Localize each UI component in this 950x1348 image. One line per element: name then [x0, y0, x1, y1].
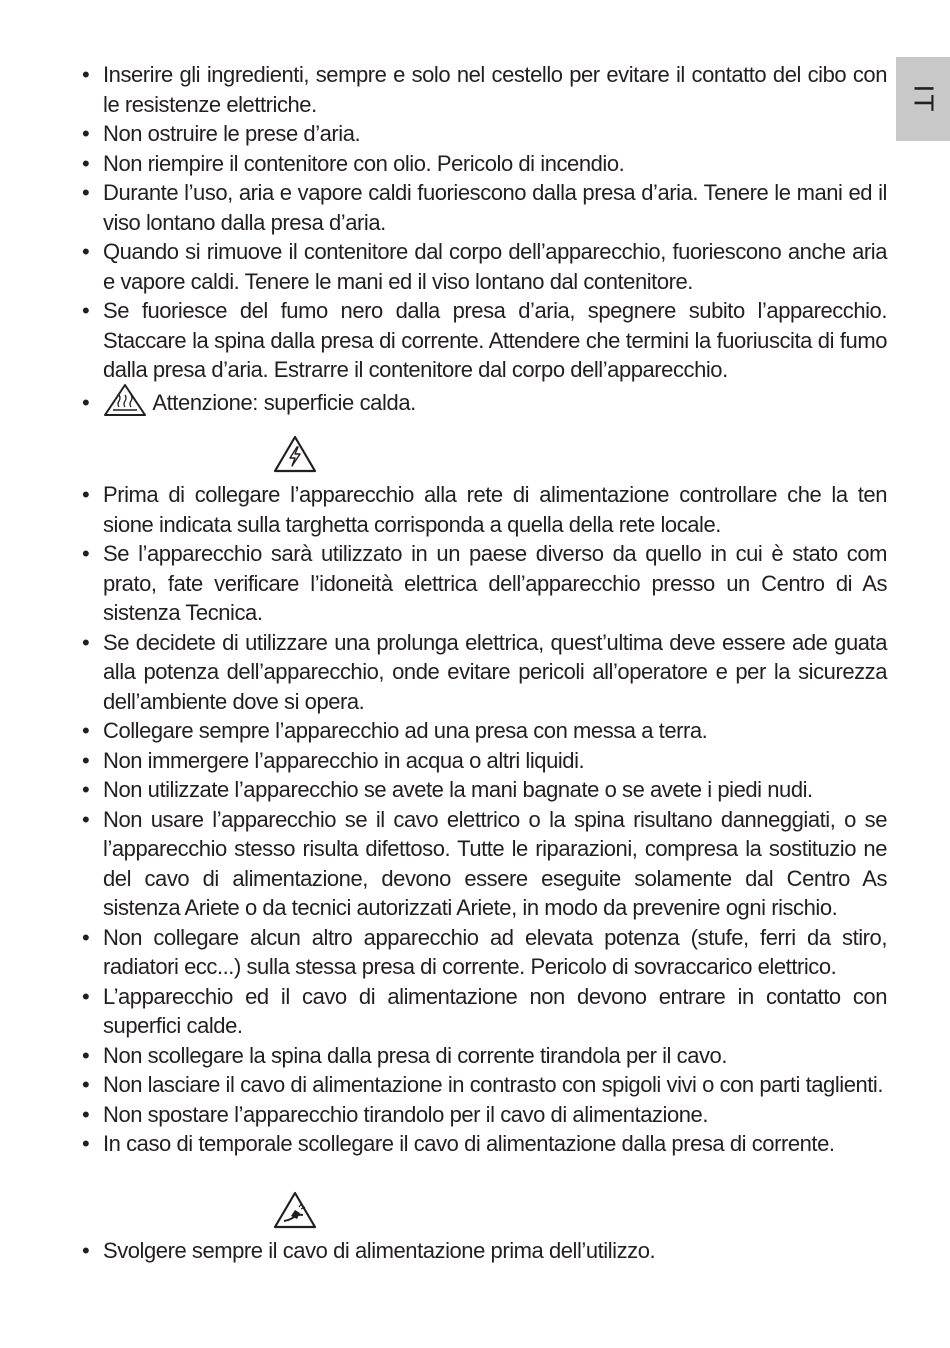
electric-shock-warning-icon: [272, 434, 318, 474]
list-item: • L’apparecchio ed il cavo di alimentazione non devono entrare in contatto con superfici calde.: [82, 983, 887, 1038]
list-item: • Non usare l’apparecchio se il cavo elettrico o la spina risultano danneggiati, o se l’apparecchio stesso risulta difettoso. Tutte le riparazioni, compresa la sostituzio ne del cavo di alimentazione, devono essere eseguite solamente dal Centro As sistenza Ariete o da tecnici autorizzati Ariete, in modo da prevenire ogni rischio.: [82, 806, 887, 920]
list-item: • Non collegare alcun altro apparecchio ad elevata potenza (stufe, ferri da stiro, radiatori ecc...) sulla stessa presa di corrente. Pericolo di sovraccarico elettrico.: [82, 924, 887, 979]
list-item: • Non ostruire le prese d’aria.: [82, 121, 361, 146]
list-item: • In caso di temporale scollegare il cavo di alimentazione dalla presa di corrente.: [82, 1131, 835, 1156]
hot-surface-warning-text: Attenzione: superficie calda.: [152, 390, 416, 415]
list-item: • Quando si rimuove il contenitore dal corpo dell’apparecchio, fuoriescono anche aria e vapore caldi. Tenere le mani ed il viso lontano dal contenitore.: [82, 239, 887, 294]
language-tab: [896, 57, 950, 141]
list-item: • Non utilizzate l’apparecchio se avete la mani bagnate o se avete i piedi nudi.: [82, 777, 813, 802]
list-item: • Non lasciare il cavo di alimentazione in contrasto con spigoli vivi o con parti taglienti.: [82, 1072, 884, 1097]
list-item: • Non spostare l’apparecchio tirandolo per il cavo di alimentazione.: [82, 1101, 708, 1127]
safety-list-cable: [82, 1236, 887, 1266]
safety-list-general: [82, 60, 887, 385]
safety-list-electrical: [82, 480, 887, 1159]
list-item: • Se decidete di utilizzare una prolunga elettrica, quest’ultima deve essere ade guata alla potenza dell’apparecchio, onde evitare pericoli all’operatore e per la sicurezza dell’ambiente dove si opera.: [82, 629, 887, 714]
list-item: • Collegare sempre l’apparecchio ad una presa con messa a terra.: [82, 718, 708, 743]
list-item: • Non immergere l’apparecchio in acqua o altri liquidi.: [82, 747, 585, 773]
cable-hazard-warning-icon: [272, 1190, 318, 1230]
list-item: • Se l’apparecchio sarà utilizzato in un paese diverso da quello in cui è stato com prato, fate verificare l’idoneità elettrica dell’apparecchio presso un Centro di As sistenza Tecnica.: [82, 541, 887, 625]
list-item: • Inserire gli ingredienti, sempre e solo nel cestello per evitare il contatto del cibo con le resistenze elettriche.: [82, 62, 887, 117]
list-item: • Non scollegare la spina dalla presa di corrente tirandola per il cavo.: [82, 1042, 727, 1068]
language-tab-label: IT: [907, 84, 939, 114]
list-item: • Durante l’uso, aria e vapore caldi fuoriescono dalla presa d’aria. Tenere le mani ed il viso lontano dalla presa d’aria.: [82, 180, 887, 235]
hot-surface-warning: • Attenzione: superficie calda.: [82, 382, 416, 418]
hot-surface-warning-icon: [102, 382, 148, 418]
list-item: • Non riempire il contenitore con olio. Pericolo di incendio.: [82, 150, 625, 176]
list-item: • Prima di collegare l’apparecchio alla rete di alimentazione controllare che la ten sione indicata sulla targhetta corrisponda a quella della rete locale.: [82, 482, 887, 537]
list-item: • Svolgere sempre il cavo di alimentazione prima dell’utilizzo.: [82, 1238, 656, 1263]
list-item: • Se fuoriesce del fumo nero dalla presa d’aria, spegnere subito l’apparecchio. Staccare la spina dalla presa di corrente. Attendere che termini la fuoriuscita di fumo dalla presa d’aria. Estrarre il contenitore dal corpo dell’apparecchio.: [82, 298, 887, 382]
